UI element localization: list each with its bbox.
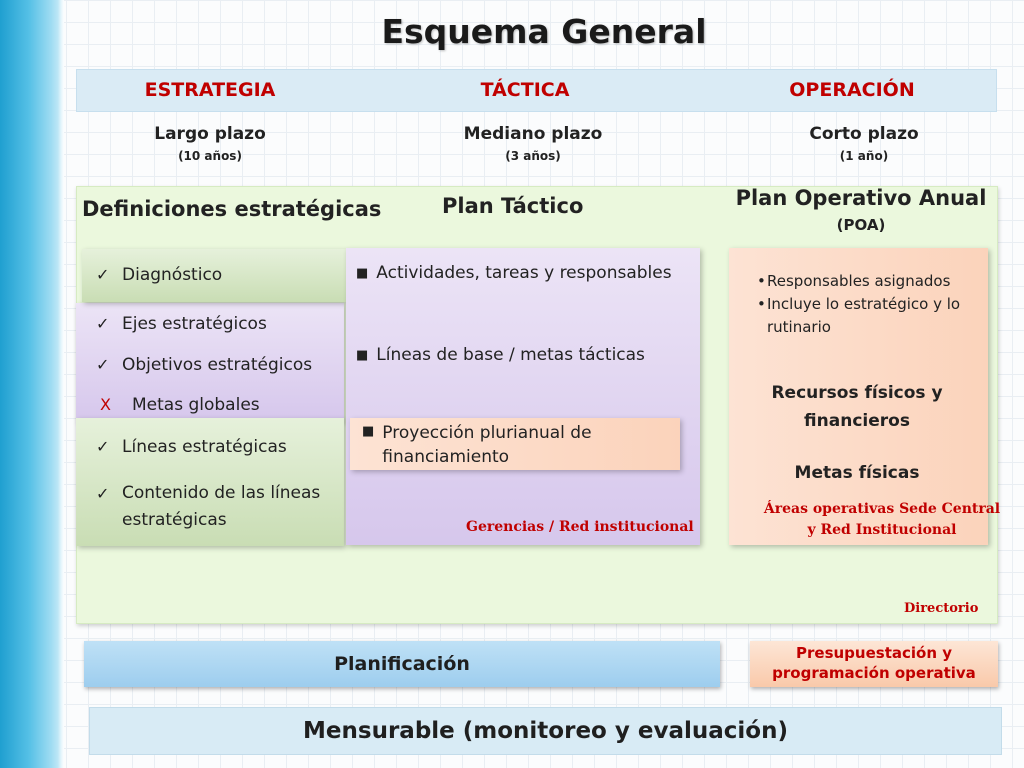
square-bullet-icon: ■ <box>356 266 369 281</box>
term-mediano-plazo <box>433 124 633 163</box>
item-metas-globales-label: Metas globales <box>132 395 260 415</box>
item-contenido <box>96 480 346 534</box>
poa-areas-label: Áreas operativas Sede Central y Red Institucional <box>763 501 1001 538</box>
poa-recursos: Recursos físicos y financieros <box>771 383 943 431</box>
item-objetivos-label: Objetivos estratégicos <box>122 355 313 375</box>
poa-title <box>732 186 990 234</box>
poa-title-label: Plan Operativo Anual <box>735 186 987 210</box>
poa-bullet-1 <box>757 270 982 293</box>
presupuestacion-bar: Presupuestación y programación operativa <box>750 641 998 687</box>
term-corto-label: Corto plazo <box>809 124 919 144</box>
term-mediano-sub: (3 años) <box>505 149 561 163</box>
term-corto-sub: (1 año) <box>839 149 889 163</box>
poa-bullet-2-label: Incluye lo estratégico y lo rutinario <box>767 295 961 336</box>
poa-bullets <box>757 270 982 339</box>
tactico-item-1-label: Actividades, tareas y responsables <box>376 263 672 283</box>
square-bullet-icon: ■ <box>362 424 375 439</box>
item-diagnostico <box>96 265 222 285</box>
gerencias-label: Gerencias / Red institucional <box>466 519 694 535</box>
item-diagnostico-label: Diagnóstico <box>122 265 223 285</box>
item-metas-globales <box>100 395 260 415</box>
poa-metas: Metas físicas <box>794 463 920 483</box>
x-mark-icon: X <box>100 395 111 414</box>
tactico-item-3-label: Proyección plurianual de financiamiento <box>382 423 592 467</box>
tactico-panel <box>346 248 700 545</box>
header-operacion: OPERACIÓN <box>789 79 915 101</box>
check-icon: ✓ <box>96 265 110 284</box>
mensurable-bar: Mensurable (monitoreo y evaluación) <box>89 707 1002 755</box>
check-icon: ✓ <box>96 484 110 503</box>
term-largo-label: Largo plazo <box>154 124 266 144</box>
page-title: Esquema General <box>381 12 707 51</box>
tactico-item-2 <box>356 345 696 367</box>
check-icon: ✓ <box>96 314 110 333</box>
term-mediano-label: Mediano plazo <box>463 124 603 144</box>
tactico-item-2-label: Líneas de base / metas tácticas <box>376 345 645 365</box>
item-ejes <box>96 314 267 334</box>
bullet-icon: • <box>757 295 766 313</box>
directorio-label: Directorio <box>904 601 979 616</box>
header-estrategia: ESTRATEGIA <box>144 79 276 101</box>
bullet-icon: • <box>757 272 766 290</box>
item-contenido-label: Contenido de las líneas estratégicas <box>122 483 321 530</box>
poa-bullet-2 <box>757 293 982 339</box>
poa-bullet-1-label: Responsables asignados <box>767 272 951 290</box>
item-lineas <box>96 437 287 457</box>
poa-title-sub: (POA) <box>836 216 886 234</box>
term-largo-plazo <box>110 124 310 163</box>
estrategicas-title: Definiciones estratégicas <box>82 197 382 221</box>
tactico-item-1 <box>356 263 696 285</box>
header-tactica: TÁCTICA <box>480 79 570 101</box>
term-largo-sub: (10 años) <box>178 149 242 163</box>
left-decorative-band <box>0 0 64 768</box>
square-bullet-icon: ■ <box>356 348 369 363</box>
tactico-item-3 <box>362 421 672 469</box>
item-ejes-label: Ejes estratégicos <box>122 314 267 334</box>
tactico-title: Plan Táctico <box>442 194 584 218</box>
item-lineas-label: Líneas estratégicas <box>122 437 287 457</box>
term-corto-plazo <box>764 124 964 163</box>
check-icon: ✓ <box>96 437 110 456</box>
planificacion-bar: Planificación <box>84 641 720 687</box>
item-objetivos <box>96 355 312 375</box>
check-icon: ✓ <box>96 355 110 374</box>
